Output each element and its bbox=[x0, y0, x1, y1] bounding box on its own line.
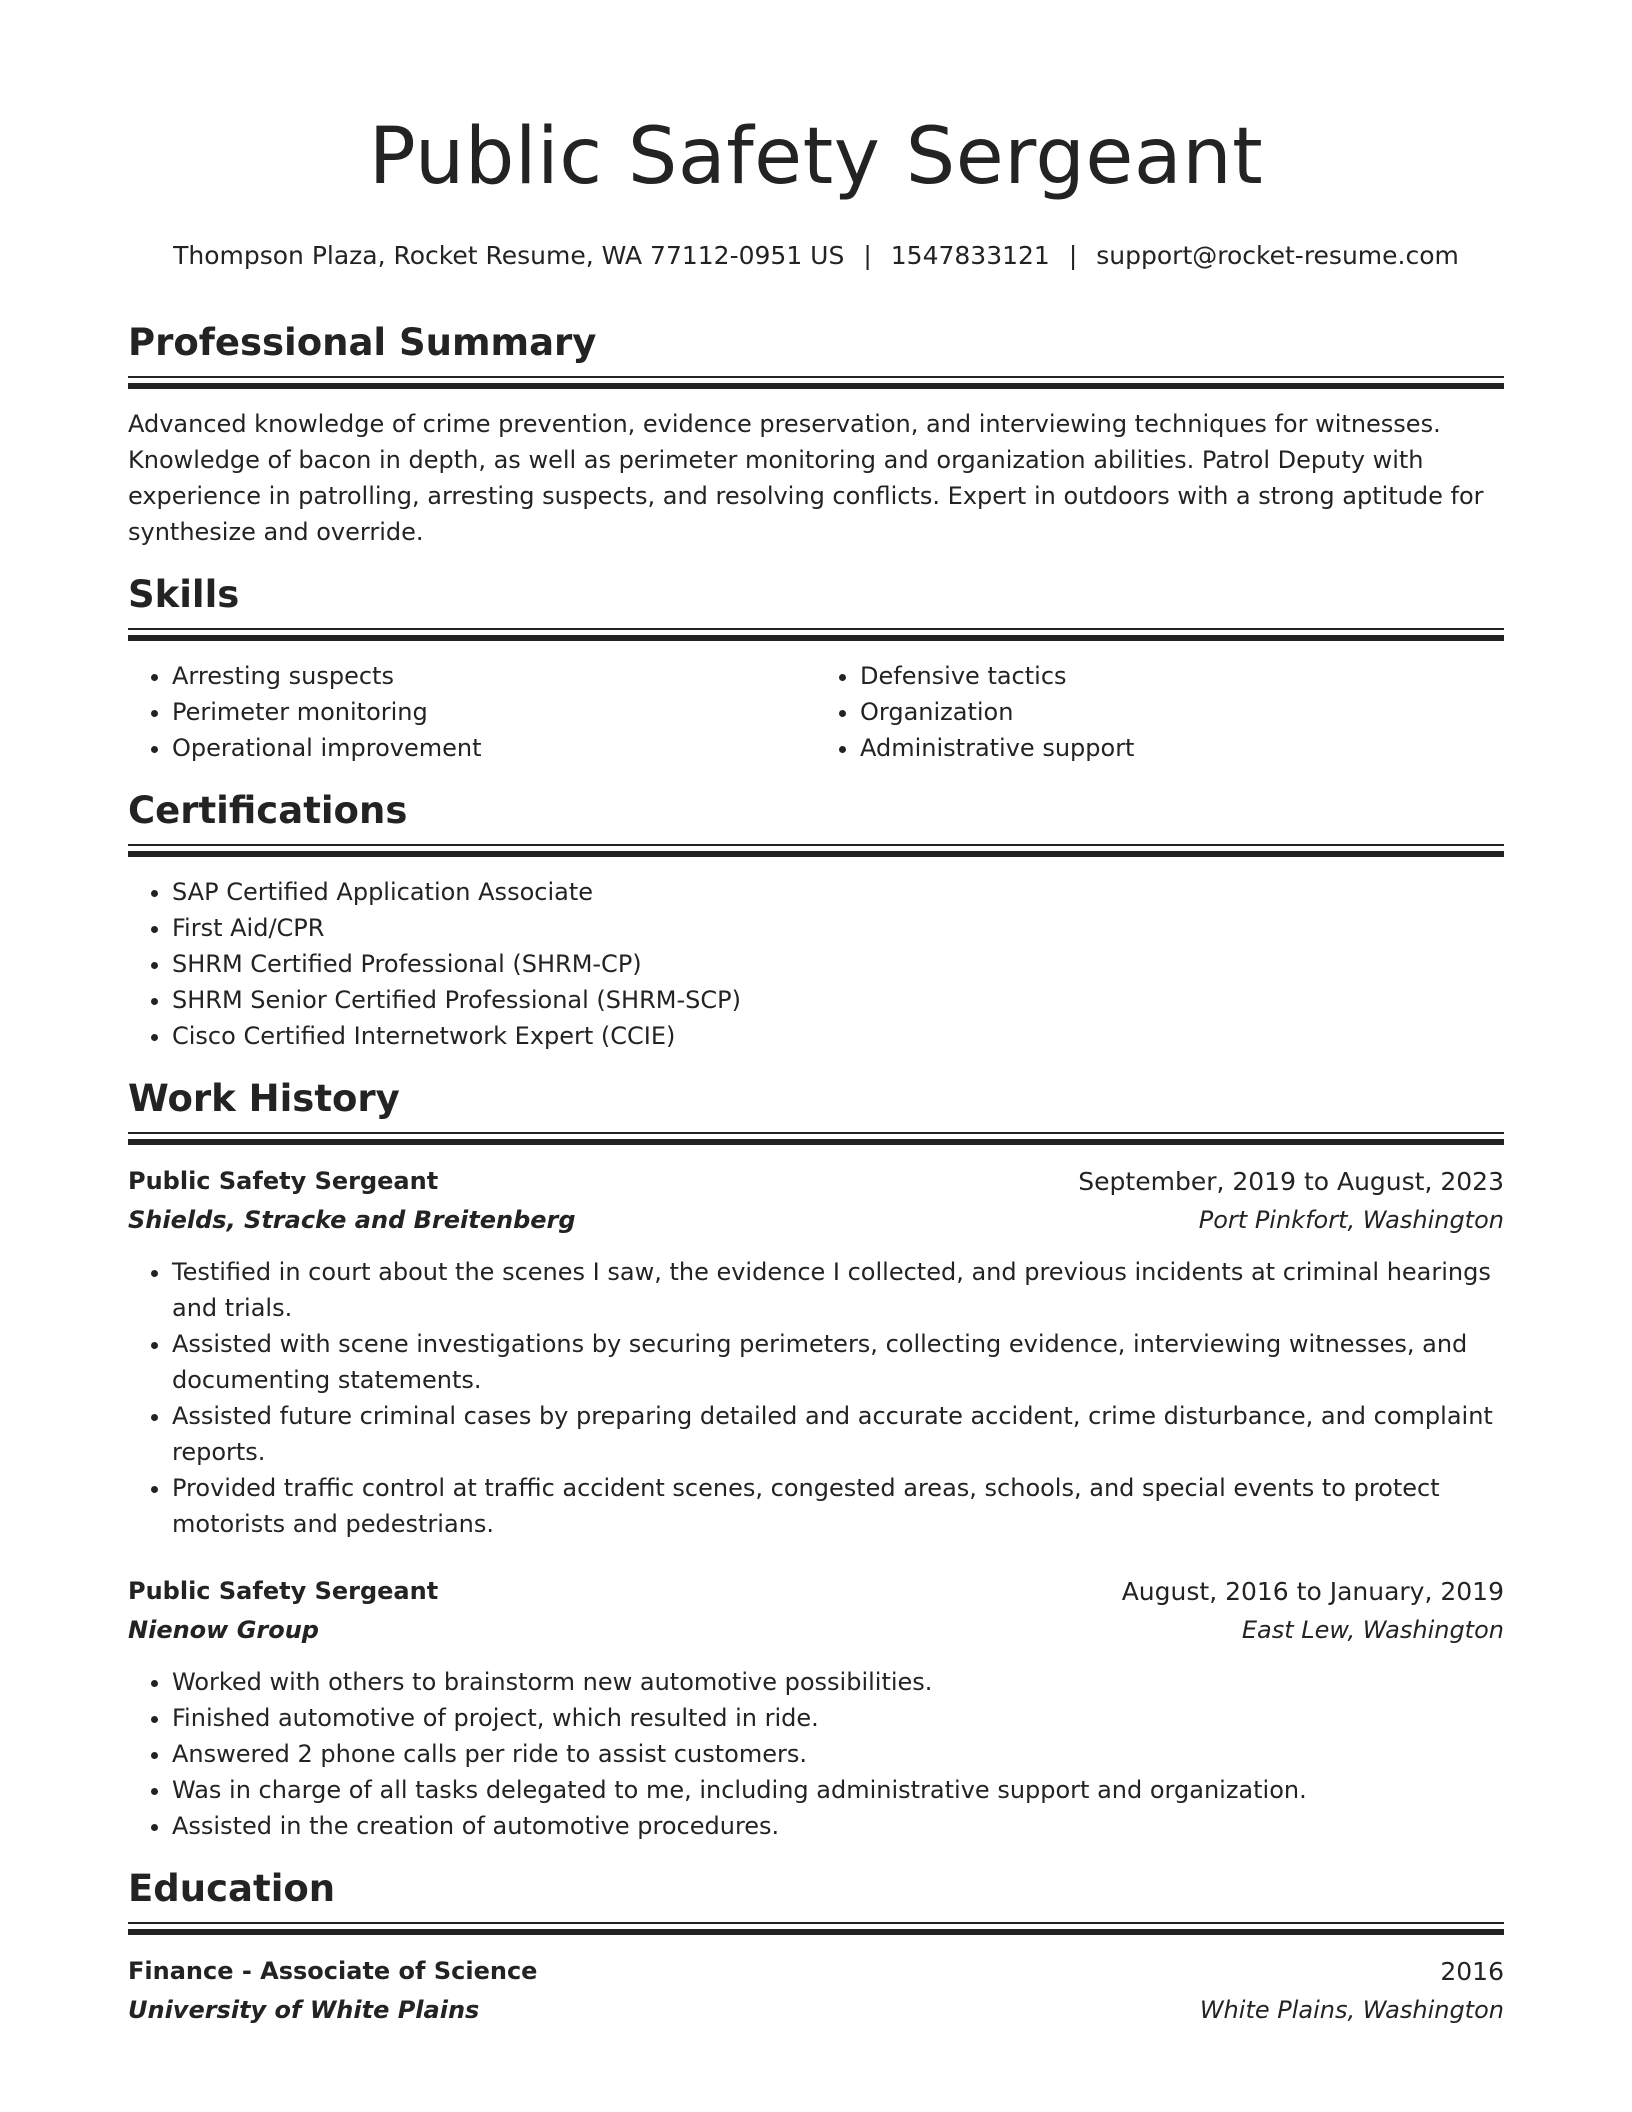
education-school: University of White Plains bbox=[128, 1996, 480, 2024]
skill-item: • Arresting suspects bbox=[172, 658, 816, 694]
contact-separator: | bbox=[863, 241, 872, 270]
summary-heading: Professional Summary bbox=[128, 321, 597, 364]
section-divider bbox=[128, 1922, 1504, 1936]
job-bullet: • Assisted with scene investigations by securing perimeters, collecting evidence, interviewing witnesses, and documenting statements. bbox=[172, 1326, 1504, 1398]
job-bullet: • Provided traffic control at traffic accident scenes, congested areas, schools, and special events to protect motorists and pedestrians. bbox=[172, 1470, 1504, 1542]
job-bullet: • Assisted in the creation of automotive procedures. bbox=[172, 1808, 1504, 1844]
education-heading: Education bbox=[128, 1867, 336, 1910]
education-section bbox=[128, 1864, 1504, 2030]
section-divider bbox=[128, 376, 1504, 390]
section-divider bbox=[128, 628, 1504, 642]
resume-name: Public Safety Sergeant bbox=[368, 112, 1264, 202]
summary-section bbox=[128, 318, 1504, 550]
section-divider bbox=[128, 1132, 1504, 1146]
job-bullet: • Was in charge of all tasks delegated to me, including administrative support and organization. bbox=[172, 1772, 1504, 1808]
certifications-heading: Certifications bbox=[128, 789, 408, 832]
education-entry bbox=[128, 1952, 1504, 2030]
resume-body bbox=[128, 318, 1504, 2030]
job-dates: September, 2019 to August, 2023 bbox=[1078, 1167, 1504, 1196]
contact-line bbox=[0, 241, 1632, 270]
skill-item: • Perimeter monitoring bbox=[172, 694, 816, 730]
skill-item: • Administrative support bbox=[860, 730, 1504, 766]
job-company: Shields, Stracke and Breitenberg bbox=[128, 1206, 576, 1234]
job-dates: August, 2016 to January, 2019 bbox=[1121, 1577, 1504, 1606]
skills-right-list bbox=[816, 658, 1504, 766]
skill-item: • Defensive tactics bbox=[860, 658, 1504, 694]
skills-heading: Skills bbox=[128, 573, 240, 616]
certification-item: • SHRM Senior Certified Professional (SHRM-SCP) bbox=[172, 982, 1504, 1018]
skill-item: • Organization bbox=[860, 694, 1504, 730]
job-bullets bbox=[128, 1664, 1504, 1844]
certifications-list bbox=[128, 874, 1504, 1054]
job-location: Port Pinkfort, Washington bbox=[1198, 1206, 1504, 1234]
skills-columns bbox=[128, 658, 1504, 766]
contact-address: Thompson Plaza, Rocket Resume, WA 77112-0951 US bbox=[173, 241, 845, 270]
certification-item: • First Aid/CPR bbox=[172, 910, 1504, 946]
job-entry bbox=[128, 1572, 1504, 1844]
certifications-section bbox=[128, 786, 1504, 1054]
job-title: Public Safety Sergeant bbox=[128, 1577, 439, 1605]
job-location: East Lew, Washington bbox=[1241, 1616, 1504, 1644]
work-history-heading: Work History bbox=[128, 1077, 400, 1120]
education-location: White Plains, Washington bbox=[1199, 1996, 1504, 2024]
section-divider bbox=[128, 844, 1504, 858]
certification-item: • SHRM Certified Professional (SHRM-CP) bbox=[172, 946, 1504, 982]
work-history-section bbox=[128, 1074, 1504, 1844]
job-bullet: • Worked with others to brainstorm new automotive possibilities. bbox=[172, 1664, 1504, 1700]
contact-separator: | bbox=[1068, 241, 1078, 270]
certification-item: • Cisco Certified Internetwork Expert (CCIE) bbox=[172, 1018, 1504, 1054]
job-bullet: • Answered 2 phone calls per ride to assist customers. bbox=[172, 1736, 1504, 1772]
job-title: Public Safety Sergeant bbox=[128, 1167, 439, 1195]
job-entry bbox=[128, 1162, 1504, 1542]
job-bullet: • Assisted future criminal cases by preparing detailed and accurate accident, crime disturbance, and complaint reports. bbox=[172, 1398, 1504, 1470]
job-bullets bbox=[128, 1254, 1504, 1542]
skill-item: • Operational improvement bbox=[172, 730, 816, 766]
contact-email[interactable]: support@rocket-resume.com bbox=[1096, 241, 1459, 270]
education-year: 2016 bbox=[1440, 1957, 1504, 1986]
job-company: Nienow Group bbox=[128, 1616, 319, 1644]
skills-left-list bbox=[128, 658, 816, 766]
contact-phone: 1547833121 bbox=[890, 241, 1050, 270]
certification-item: • SAP Certified Application Associate bbox=[172, 874, 1504, 910]
job-bullet: • Finished automotive of project, which resulted in ride. bbox=[172, 1700, 1504, 1736]
job-bullet: • Testified in court about the scenes I saw, the evidence I collected, and previous incidents at criminal hearings and trials. bbox=[172, 1254, 1504, 1326]
summary-text: Advanced knowledge of crime prevention, evidence preservation, and interviewing techniques for witnesses. Knowledge of bacon in depth, as well as perimeter monitoring and organization abilities. Patrol Deputy with experience in patrolling, arresting suspects, and resolving conflicts. Expert in outdoors with a strong aptitude for synthesize and override. bbox=[128, 410, 1484, 546]
education-degree: Finance - Associate of Science bbox=[128, 1957, 538, 1985]
skills-section bbox=[128, 570, 1504, 766]
